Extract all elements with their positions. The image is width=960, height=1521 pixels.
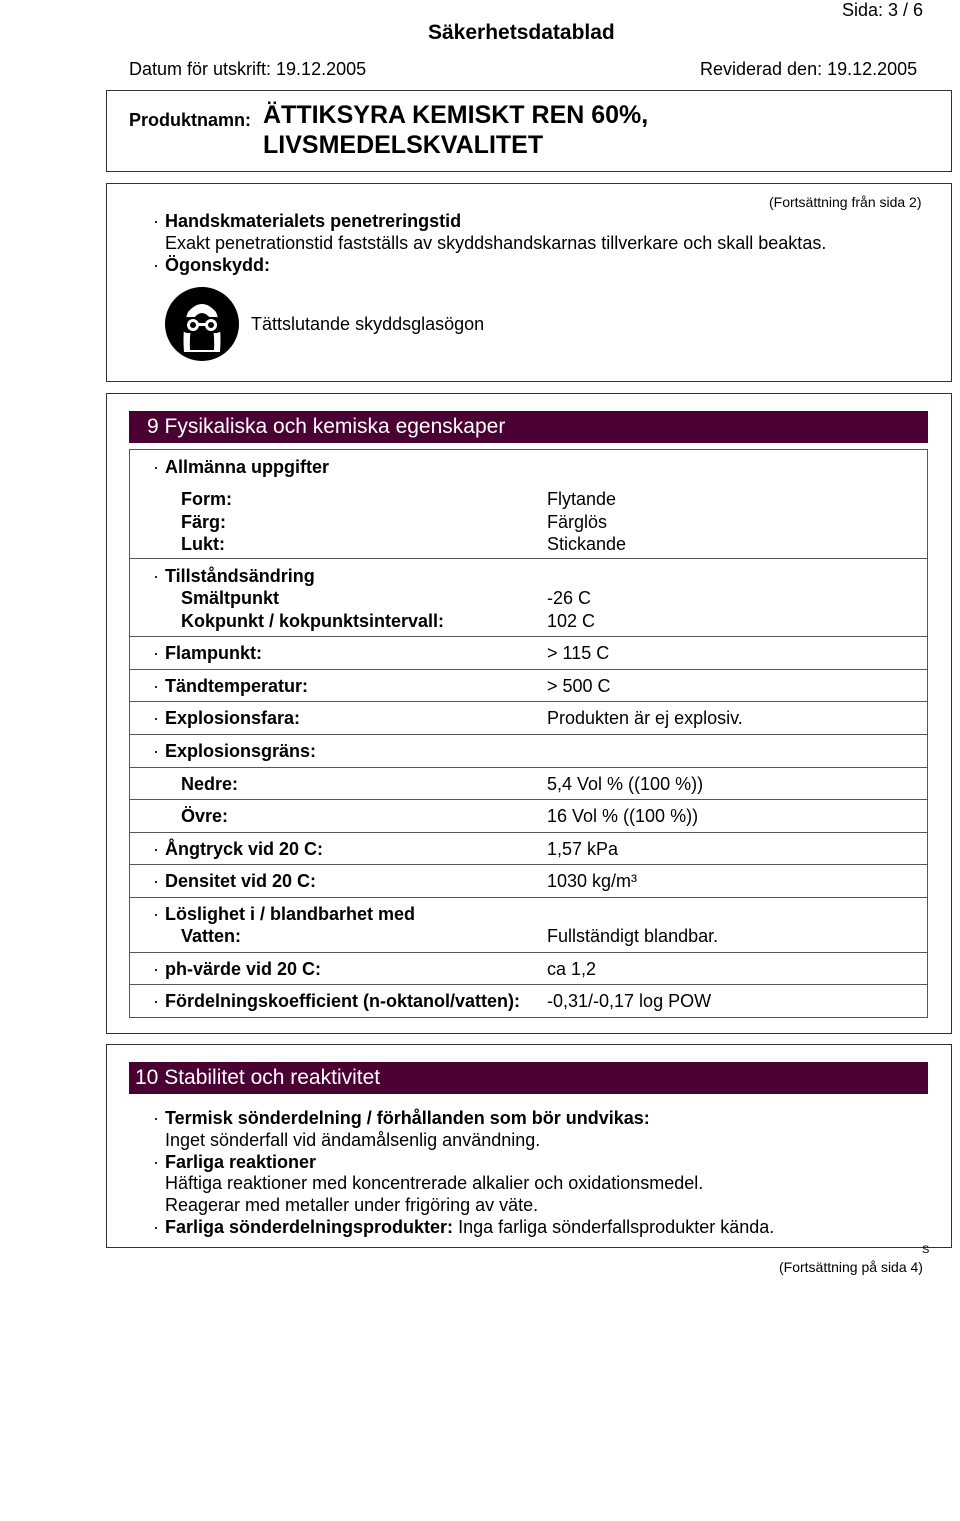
general-heading: Allmänna uppgifter [165,457,330,477]
continued-on: (Fortsättning på sida 4) [779,1259,923,1275]
print-date: Datum för utskrift: 19.12.2005 [129,59,367,79]
ph-label: ph-värde vid 20 C: [165,959,322,979]
vapor-value: 1,57 kPa [547,839,619,859]
bullet: · [153,708,159,728]
revised-date: Reviderad den: 19.12.2005 [700,59,918,79]
bullet: · [153,904,159,924]
bullet: · [153,566,159,586]
bullet: · [153,991,159,1011]
bullet: · [153,457,159,477]
boiling-label: Kokpunkt / kokpunktsintervall: [181,611,445,631]
glove-text: Exakt penetrationstid fastställs av skyddshandskarnas tillverkare och skall beaktas. [165,233,827,253]
water-label: Vatten: [181,926,242,946]
bullet: · [153,839,159,859]
bullet: · [153,676,159,696]
bullet: · [153,255,159,275]
vapor-label: Ångtryck vid 20 C: [165,839,324,859]
bullet: · [153,1217,159,1237]
glove-heading: Handskmaterialets penetreringstid [165,211,462,231]
flash-label: Flampunkt: [165,643,262,663]
explosion-limits-heading: Explosionsgräns: [165,741,317,761]
product-name-line2: LIVSMEDELSKVALITET [263,131,544,159]
form-label: Form: [181,489,232,509]
product-label: Produktnamn: [129,110,252,130]
ignition-label: Tändtemperatur: [165,676,309,696]
state-change-heading: Tillståndsändring [165,566,315,586]
bullet: · [153,211,159,231]
density-label: Densitet vid 20 C: [165,871,317,891]
upper-limit-value: 16 Vol % ((100 %)) [547,806,699,826]
ignition-value: > 500 C [547,676,611,696]
continued-from: (Fortsättning från sida 2) [769,194,922,210]
partition-value: -0,31/-0,17 log POW [547,991,712,1011]
hazard-text1: Häftiga reaktioner med koncentrerade alkalier och oxidationsmedel. [165,1173,704,1193]
section9-title: 9 Fysikaliska och kemiska egenskaper [129,411,928,443]
eye-heading: Ögonskydd: [165,255,271,275]
upper-limit-row [129,800,928,833]
water-value: Fullständigt blandbar. [547,926,719,946]
decomposition-line [165,1217,774,1238]
thermal-label: Termisk sönderdelning / förhållanden som bör undvikas: [165,1108,650,1128]
melting-value: -26 C [547,588,592,608]
upper-limit-label: Övre: [181,806,229,826]
bullet: · [153,643,159,663]
bullet: · [153,871,159,891]
boiling-value: 102 C [547,611,596,631]
density-value: 1030 kg/m³ [547,871,638,891]
solubility-label: Löslighet i / blandbarhet med [165,904,416,924]
safety-goggles-icon [164,286,240,362]
bullet: · [153,741,159,761]
color-label: Färg: [181,512,226,532]
bullet: · [153,959,159,979]
products-text: Inga farliga sönderfallsprodukter kända. [458,1217,775,1237]
form-value: Flytande [547,489,617,509]
odor-label: Lukt: [181,534,225,554]
partition-label: Fördelningskoefficient (n-oktanol/vatten): [165,991,521,1011]
section10-title: 10 Stabilitet och reaktivitet [129,1062,928,1094]
flash-value: > 115 C [547,643,610,663]
hazard-text2: Reagerar med metaller under frigöring av väte. [165,1195,539,1215]
thermal-text: Inget sönderfall vid ändamålsenlig användning. [165,1130,541,1150]
product-name-line1: ÄTTIKSYRA KEMISKT REN 60%, [263,101,649,129]
lower-limit-label: Nedre: [181,774,239,794]
products-label: Farliga sönderdelningsprodukter: [165,1217,454,1237]
melting-label: Smältpunkt [181,588,280,608]
eye-protection-text: Tättslutande skyddsglasögon [251,314,485,334]
color-value: Färglös [547,512,608,532]
odor-value: Stickande [547,534,627,554]
hazard-label: Farliga reaktioner [165,1152,317,1172]
lower-limit-value: 5,4 Vol % ((100 %)) [547,774,704,794]
lower-limit-row [129,768,928,800]
bullet: · [153,1108,159,1128]
explosion-value: Produkten är ej explosiv. [547,708,743,728]
bullet: · [153,1152,159,1172]
document-title: Säkerhetsdatablad [428,21,615,44]
page-number: Sida: 3 / 6 [842,0,924,20]
footer-mark: S [922,1244,930,1256]
ph-value: ca 1,2 [547,959,597,979]
explosion-label: Explosionsfara: [165,708,301,728]
